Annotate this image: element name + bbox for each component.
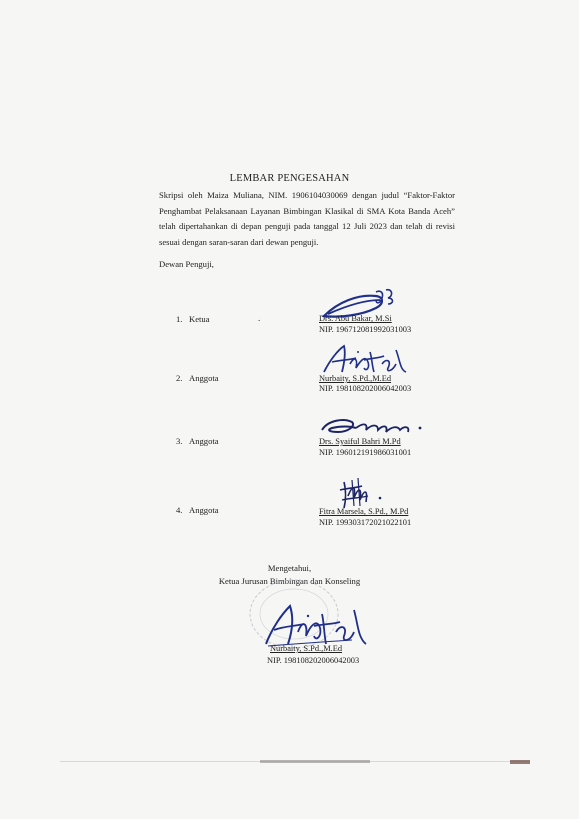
examiner-name: Drs. Syaiful Bahri M.Pd	[319, 437, 401, 446]
examiner-role: Anggota	[189, 436, 219, 446]
examiner-nip: NIP. 199303172021022101	[319, 518, 412, 527]
examiner-role: Anggota	[189, 505, 219, 515]
scan-edge-shadow	[60, 760, 530, 764]
department-head-title: Ketua Jurusan Bimbingan dan Konseling	[218, 576, 361, 586]
approver-nip: NIP. 198108202006042003	[267, 656, 360, 665]
examiner-name: Nurbaity, S.Pd.,M.Ed	[319, 374, 392, 383]
paragraph-line: Skripsi oleh Maiza Muliana, NIM. 1906104030069 dengan judul “Faktor-Faktor	[159, 190, 455, 200]
paragraph-line: sesuai dengan saran-saran dari dewan penguji.	[159, 236, 319, 247]
examiner-number: 4.	[176, 505, 183, 515]
examiner-name: Drs. Abu Bakar, M.Si	[319, 314, 392, 323]
paragraph-line: telah dipertahankan di depan penguji pada tanggal 12 Juli 2023 dan telah di revisi	[159, 221, 455, 232]
mengetahui-label: Mengetahui,	[267, 563, 312, 573]
approver-name: Nurbaity, S.Pd.,M.Ed	[270, 644, 343, 653]
examiner-number: 2.	[176, 373, 183, 383]
document-title: LEMBAR PENGESAHAN	[229, 173, 350, 184]
examiner-number: 1.	[176, 314, 183, 324]
examiner-nip: NIP. 196712081992031003	[319, 325, 412, 334]
signature-nurbaity	[320, 342, 410, 378]
signature-nurbaity-approval	[262, 600, 372, 650]
dewan-penguji-label: Dewan Penguji,	[159, 259, 214, 269]
examiner-number: 3.	[176, 436, 183, 446]
examiner-name: Fitra Marsela, S.Pd., M.Pd	[319, 507, 409, 516]
examiner-role: Anggota	[189, 373, 219, 383]
approval-paragraph	[159, 188, 455, 250]
examiner-nip: NIP. 198108202006042003	[319, 384, 412, 393]
paragraph-line: Penghambat Pelaksanaan Layanan Bimbingan Klasikal di SMA Kota Banda Aceh”	[159, 205, 455, 216]
stray-mark: .	[258, 313, 261, 323]
examiner-nip: NIP. 196012191986031001	[319, 448, 412, 457]
examiner-role: Ketua	[189, 314, 210, 324]
